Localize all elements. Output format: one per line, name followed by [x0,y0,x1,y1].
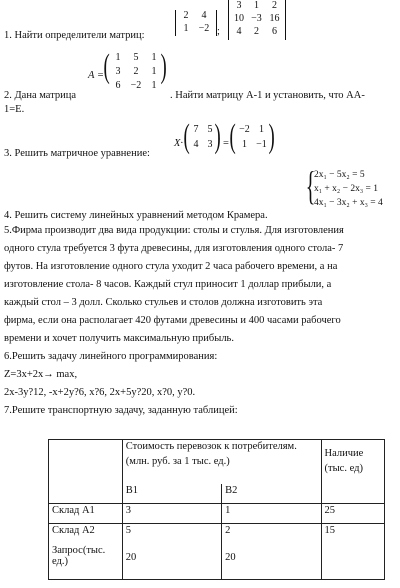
m2-cell: 2 [254,26,259,37]
m3-cell: 1 [151,80,157,91]
m1-cell: 4 [201,10,207,21]
paren-left: ( [103,48,110,85]
row-label: Склад А1 [49,504,123,524]
task-6-text: 6.Решить задачу линейного программирования: [4,351,218,362]
table-col-b2: B2 [222,484,321,504]
paren-right: ) [268,118,275,155]
task-7-text: 7.Решите транспортную задачу, заданную таблицей: [4,405,238,416]
header-stock-label: Наличие [324,448,364,459]
m1-cell: −2 [198,23,210,34]
m3-cell: 2 [133,66,139,77]
table-header-stock [321,440,384,504]
row-stock: 15 [321,524,384,580]
task-4-text: 4. Решить систему линейных уравнений методом Крамера. [4,210,268,221]
row-b2: 2 [222,524,321,544]
header-unit-label: (млн. руб. за 1 тыс. ед.) [125,456,230,467]
task-6-constraints: 2x-3y?12, -x+2y?6, x?6, 2x+5y?20, x?0, y?0. [4,387,196,398]
matrix-5 [236,124,270,154]
matrix-1 [175,10,217,36]
task-5-line: одного стула требуется 3 фута древесины, для изготовления одного стола- 7 [4,243,344,254]
m3-cell: 3 [115,66,121,77]
task-2-text-cont: . Найти матрицу А-1 и установить, что АА- [170,90,365,101]
demand-b2: 20 [222,544,321,580]
m2-cell: 3 [236,0,242,11]
task-5-line: времени и хочет получить максимальную прибыль. [4,333,234,344]
row-b1: 5 [122,524,221,544]
task-2-var: A = [88,70,104,81]
matrix-2 [228,0,286,40]
task-5-line: фирма, если она располагает 420 футами древесины и 400 часами рабочего [4,315,341,326]
system-brace: { [305,163,316,208]
task-1-text: 1. Найти определители матриц: [4,30,145,41]
m5-cell: −1 [256,139,267,150]
transport-table [48,439,385,580]
matrix-4 [189,124,217,154]
task-3-var: X· [174,138,184,149]
task-2-text: 2. Дана матрица [4,90,77,101]
row-label: Склад А2 [49,524,123,544]
paren-left: ( [183,118,190,155]
m5-cell: 1 [259,124,264,135]
m3-cell: 1 [115,52,121,63]
header-stock-unit: (тыс. ед) [324,463,363,474]
m4-cell: 4 [193,139,199,150]
m3-cell: 1 [151,52,157,63]
m1-cell: 2 [183,10,189,21]
task-2-text-end: 1=Е. [4,104,25,115]
matrix-3 [109,52,163,94]
m5-cell: 1 [242,139,247,150]
m4-cell: 7 [193,124,199,135]
paren-right: ) [214,118,221,155]
m2-cell: 1 [254,0,259,11]
system-eq-3: 4x₁ − 3x₂ + x₃ = 4 [314,198,383,208]
header-cost-label: Стоимость перевозок к потребителям. [125,441,297,452]
system-eq-1: 2x₁ − 5x₂ = 5 [314,170,365,180]
m2-cell: 16 [269,13,280,24]
m4-cell: 5 [207,124,213,135]
demand-b1: 20 [122,544,221,580]
table-row [49,524,385,544]
m3-cell: 1 [151,66,157,77]
m3-cell: 6 [115,80,121,91]
m2-cell: 6 [272,26,277,37]
task-5-line: изготовление стола- 8 часов. Каждый стул приносит 1 доллар прибыли, а [4,279,332,290]
paren-left: ( [229,118,236,155]
m2-cell: 10 [234,13,244,24]
task-5-line: 5.Фирма производит два вида продукции: столы и стулья. Для изготовления [4,225,344,236]
m2-cell: −3 [251,13,262,24]
row-stock: 25 [321,504,384,524]
system-eq-2: x₁ + x₂ − 2x₃ = 1 [314,184,379,194]
paren-right: ) [160,48,167,85]
task-5-line: футов. На изготовление одного стула уходит 2 часа рабочего времени, а на [4,261,338,272]
matrix-separator: ; [217,26,220,37]
table-col-b1: B1 [122,484,221,504]
row-b1: 3 [122,504,221,524]
m3-cell: −2 [130,80,142,91]
task-5-line: каждый стол – 3 долл. Сколько стульев и столов должна изготовить эта [4,297,323,308]
table-corner-cell [49,440,123,504]
m4-cell: 3 [207,139,213,150]
m5-cell: −2 [239,124,250,135]
table-row [49,504,385,524]
task-3-text: 3. Решить матричное уравнение: [4,148,150,159]
m2-cell: 2 [272,0,277,11]
table-header-row [49,440,385,484]
m3-cell: 5 [133,52,139,63]
demand-label: Запрос(тыс. ед.) [49,544,123,580]
m1-cell: 1 [183,23,189,34]
m2-cell: 4 [236,26,242,37]
row-b2: 1 [222,504,321,524]
table-header-cost [122,440,321,484]
task-6-objective: Z=3x+2x→ max, [4,369,78,380]
equals-sign: = [223,138,229,149]
